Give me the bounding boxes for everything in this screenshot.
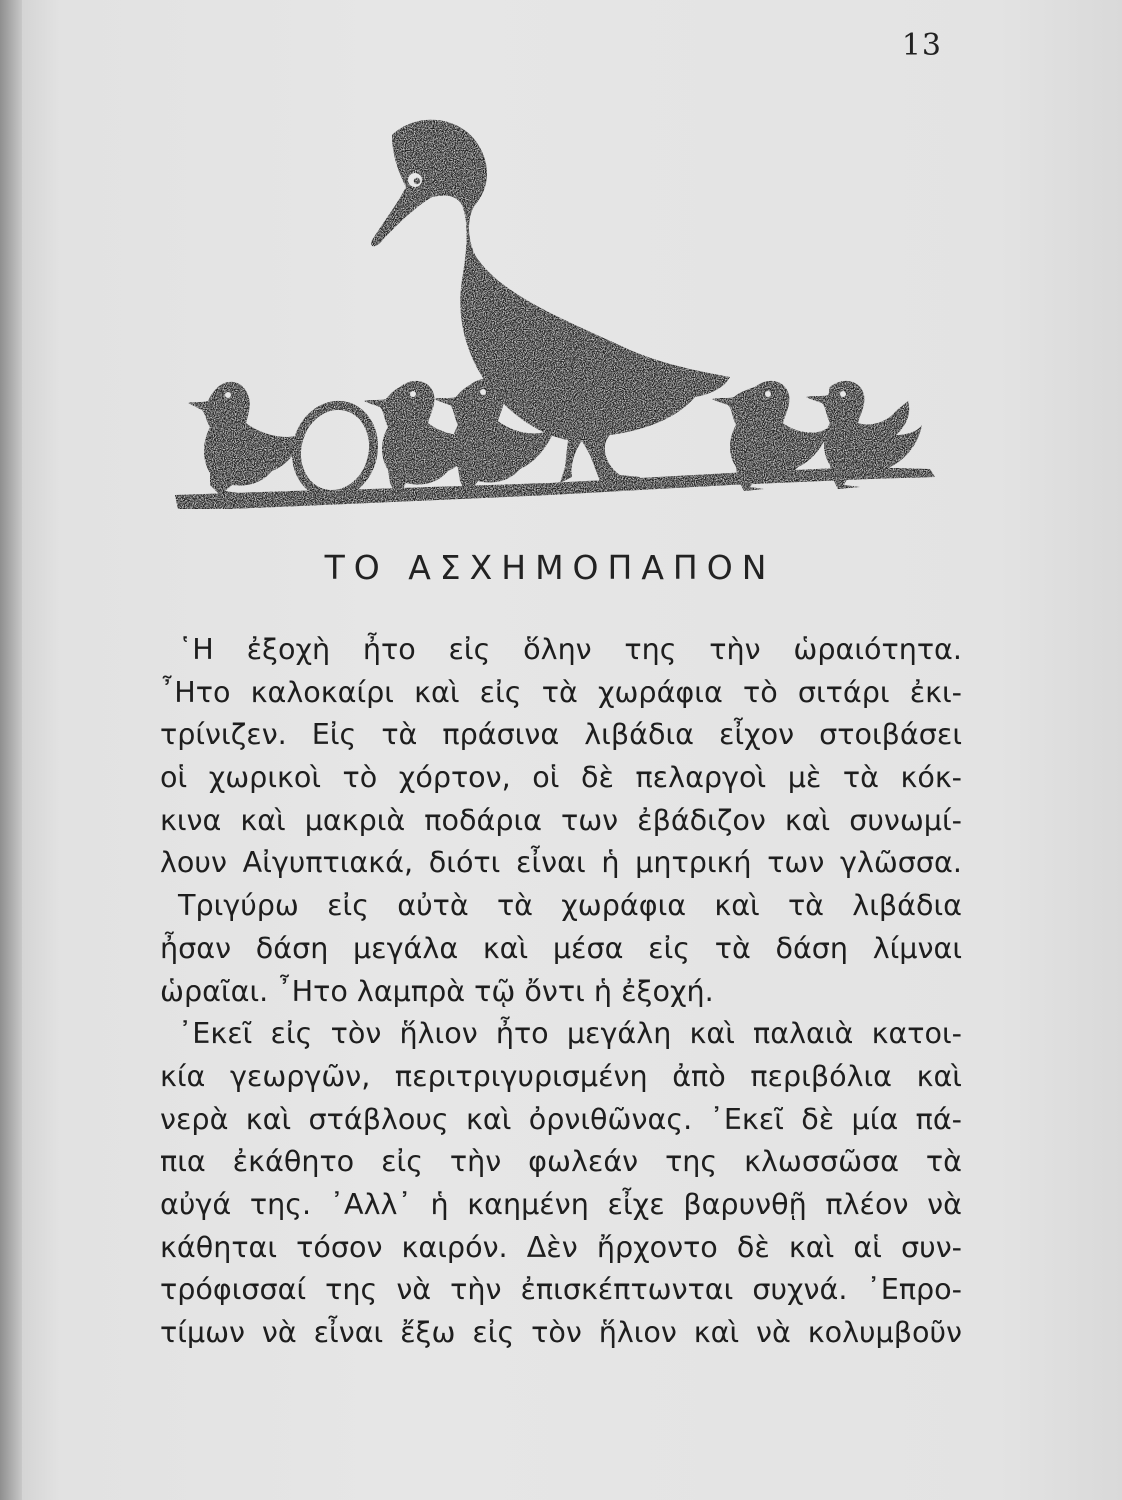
text-line: αὐγά της. ᾽Αλλ᾽ ἡ καημένη εἶχε βαρυνθῇ πλέον νὰ (160, 1186, 962, 1221)
text-line: τίμων νὰ εἶναι ἔξω εἰς τὸν ἥλιον καὶ νὰ κολυμβοῦν (160, 1315, 962, 1349)
text-line: ῾Η ἐξοχὴ ἦτο εἰς ὅλην της τὴν ὡραιότητα. (178, 632, 962, 666)
text-line: πια ἐκάθητο εἰς τὴν φωλεάν της κλωσσῶσα τὰ (160, 1144, 962, 1179)
text-line: ᾽Εκεῖ εἰς τὸν ἥλιον ἦτο μεγάλη καὶ παλαιὰ κατοι- (178, 1016, 962, 1051)
body-text (160, 628, 962, 1354)
page-number: 13 (901, 28, 942, 63)
text-line: ῏Ητο καλοκαίρι καὶ εἰς τὰ χωράφια τὸ σιτάρι ἐκι- (160, 674, 962, 709)
duckling-1-silhouette (188, 382, 305, 495)
text-line: κινα καὶ μακριὰ ποδάρια των ἐβάδιζον καὶ συνωμί- (160, 802, 962, 837)
egg-outline (287, 397, 384, 504)
duck-family-illustration (170, 105, 940, 525)
chapter-title: ΤΟ ΑΣΧΗΜΟΠΑΠΟΝ (324, 548, 776, 587)
text-line: κία γεωργῶν, περιτριγυρισμένη ἀπὸ περιβόλια καὶ (160, 1058, 962, 1093)
text-line: ὡραῖαι. ῏Ητο λαμπρὰ τῷ ὄντι ἡ ἐξοχή. (160, 973, 714, 1008)
page-gutter (0, 0, 22, 1500)
text-line: κάθηται τόσον καιρόν. Δὲν ἤρχοντο δὲ καὶ αἱ συν- (160, 1229, 962, 1264)
text-line: τρόφισσαί της νὰ τὴν ἐπισκέπτωνται συχνά. ᾽Επρο- (160, 1272, 962, 1307)
text-line: νερὰ καὶ στάβλους καὶ ὀρνιθῶνας. ᾽Εκεῖ δὲ μία πά- (160, 1101, 962, 1136)
ground-line (175, 467, 935, 509)
text-line: τρίνιζεν. Εἰς τὰ πράσινα λιβάδια εἶχον στοιβάσει (160, 717, 962, 752)
text-line: λουν Αἰγυπτιακά, διότι εἶναι ἡ μητρική των γλῶσσα. (160, 845, 962, 880)
text-line: Τριγύρω εἰς αὐτὰ τὰ χωράφια καὶ τὰ λιβάδια (178, 888, 962, 923)
text-line: οἱ χωρικοὶ τὸ χόρτον, οἱ δὲ πελαργοὶ μὲ τὰ κόκ- (160, 760, 962, 795)
text-line: ἦσαν δάση μεγάλα καὶ μέσα εἰς τὰ δάση λίμναι (160, 930, 962, 965)
